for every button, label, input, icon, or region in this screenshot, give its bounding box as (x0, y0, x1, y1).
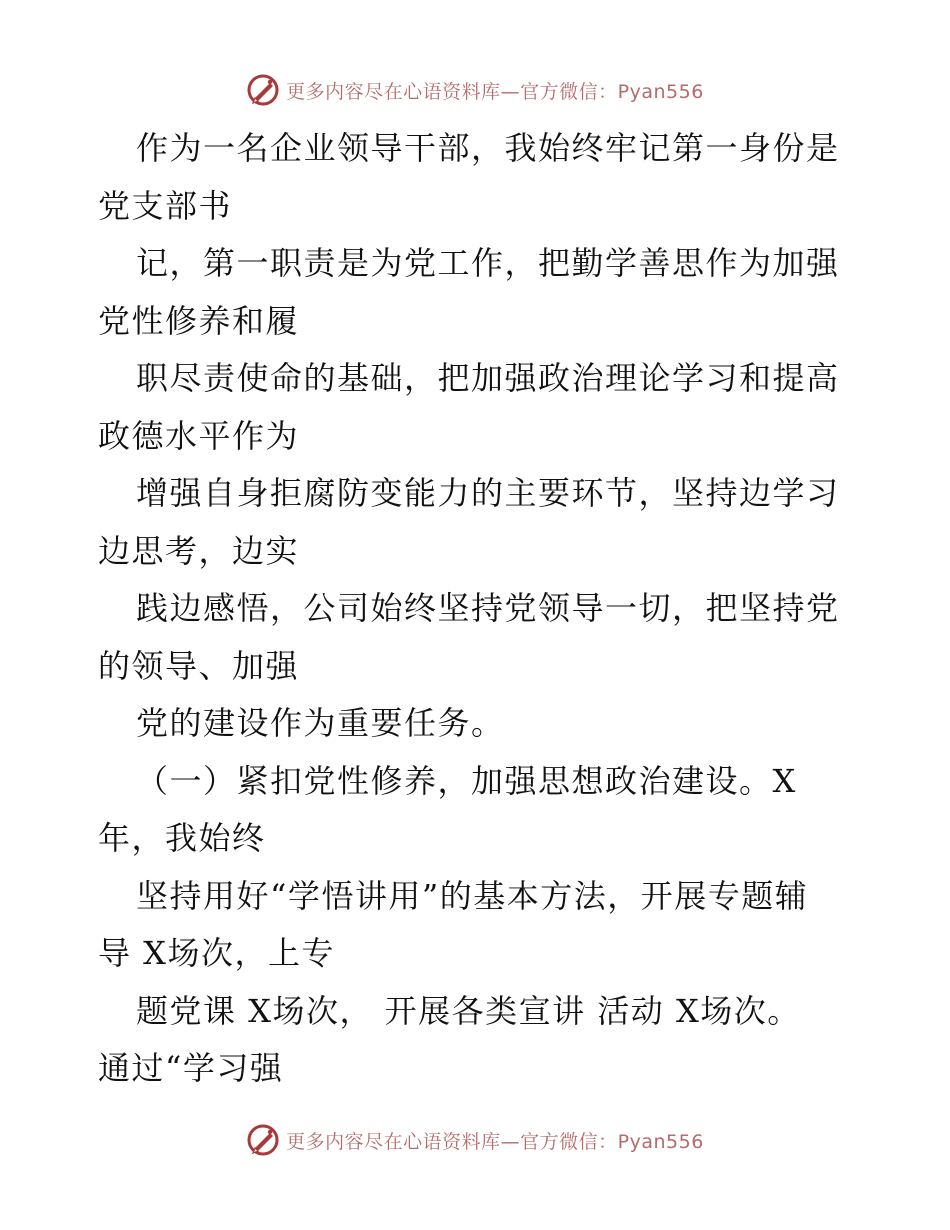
text-line: 党的建设作为重要任务。 (136, 704, 505, 742)
text-line: 年，我始终 (98, 819, 266, 857)
pen-logo-icon (246, 73, 280, 107)
text-line: 通过“学习强 (98, 1049, 284, 1087)
watermark-text: 更多内容尽在心语资料库—官方微信：Pyan556 (286, 1130, 704, 1153)
document-body (98, 120, 858, 1098)
text-line: 导 X场次，上专 (98, 934, 335, 972)
text-line: 坚持用好“学悟讲用”的基本方法，开展专题辅 (136, 876, 809, 915)
text-line: 党支部书 (98, 186, 233, 225)
text-line: 边思考，边实 (98, 531, 300, 570)
watermark-header (0, 70, 950, 110)
text-line: 的领导、加强 (98, 646, 300, 685)
text-line: 增强自身拒腐防变能力的主要环节，坚持边学习 (136, 474, 840, 512)
text-line: 作为一名企业领导干部，我始终牢记第一身份是 (136, 129, 840, 167)
text-line: 记，第一职责是为党工作，把勤学善思作为加强 (136, 244, 840, 282)
pen-logo-icon (246, 1123, 280, 1157)
text-line: 职尽责使命的基础，把加强政治理论学习和提高 (136, 359, 840, 397)
watermark-footer (0, 1120, 950, 1160)
text-line: （一）紧扣党性修养，加强思想政治建设。X (136, 761, 797, 800)
watermark-text: 更多内容尽在心语资料库—官方微信：Pyan556 (286, 80, 704, 103)
text-line: 党性修养和履 (98, 301, 300, 340)
text-line: 践边感悟，公司始终坚持党领导一切，把坚持党 (136, 589, 840, 627)
text-line: 题党课 X场次， 开展各类宣讲 活动 X场次。 (136, 991, 801, 1030)
text-line: 政德水平作为 (98, 416, 300, 455)
